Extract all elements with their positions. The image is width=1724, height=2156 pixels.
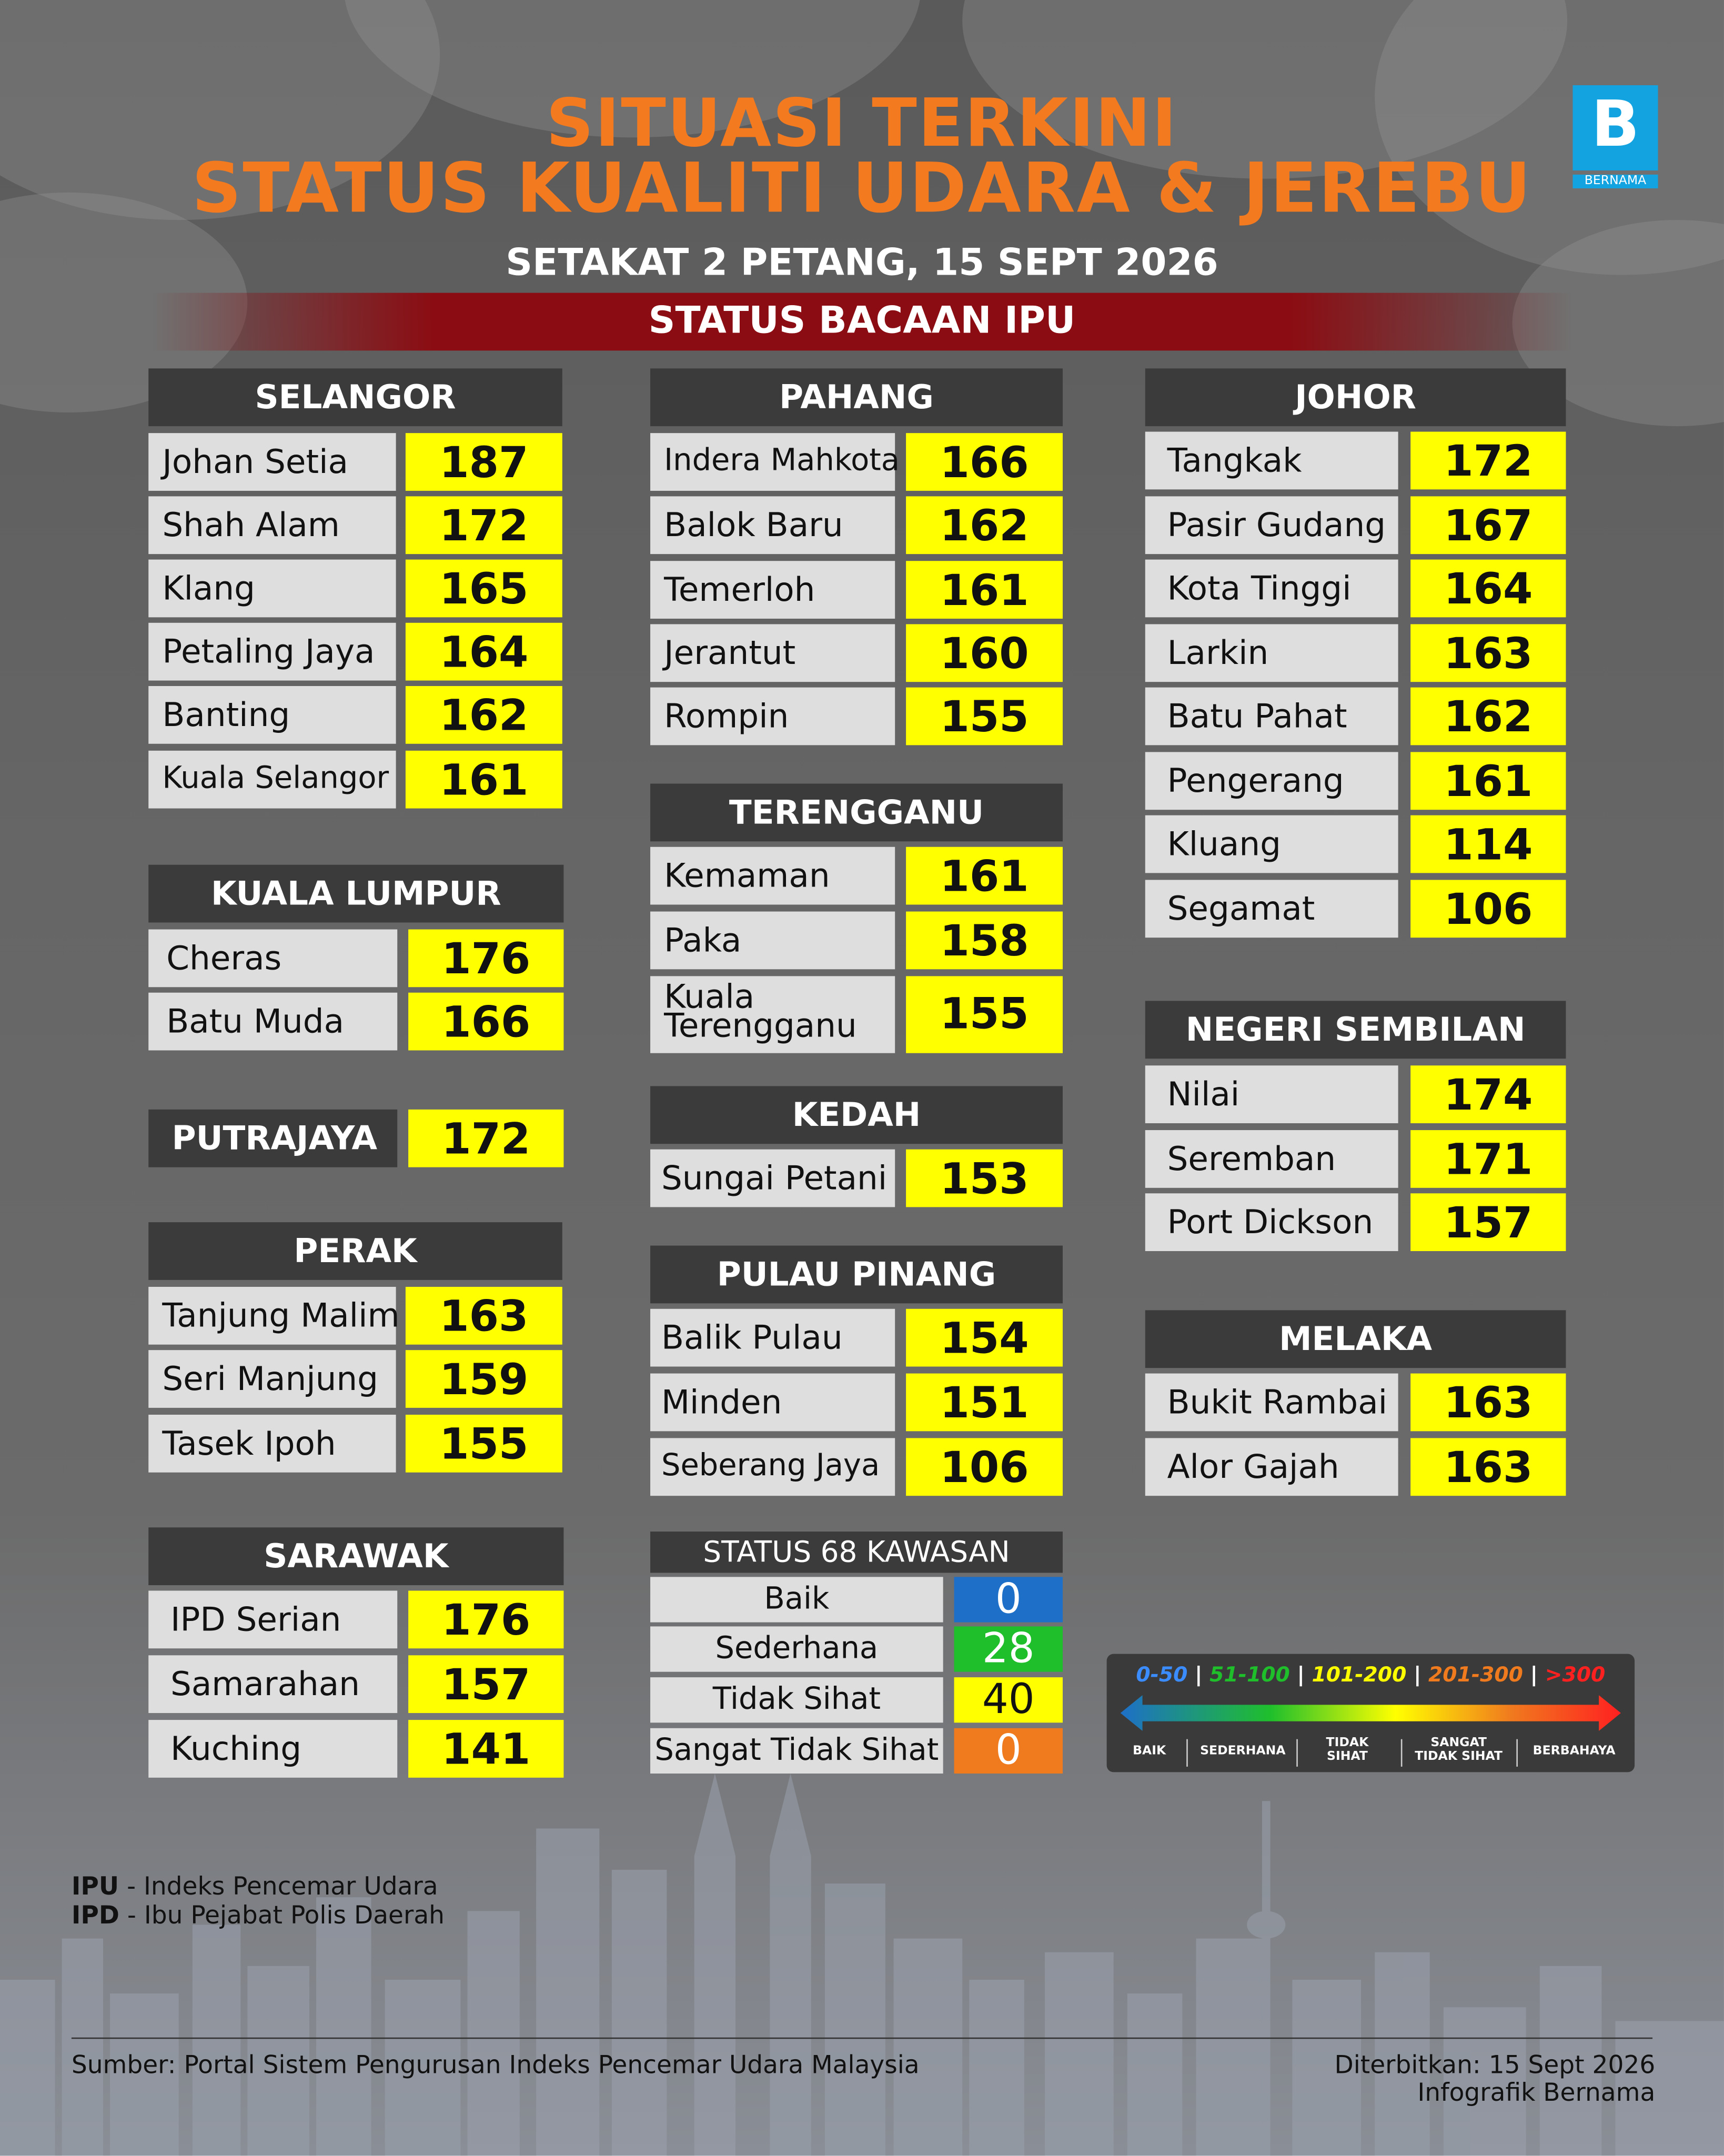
station-name: Kota Tinggi [1145,560,1398,618]
station-name: Pengerang [1145,752,1398,810]
legend-divider [1296,1739,1298,1767]
station-name: Sungai Petani [650,1150,895,1207]
state-header-kedah: KEDAH [650,1086,1063,1144]
station-name: Nilai [1145,1065,1398,1123]
station-name: Tasek Ipoh [148,1415,396,1473]
station-name [650,976,895,1053]
ipu-value: 155 [406,1415,562,1473]
ipu-value: 176 [408,930,563,988]
published-date: Diterbitkan: 15 Sept 2026 [1334,2051,1656,2080]
ipu-value: 165 [406,560,562,618]
legend-category [1299,1736,1395,1764]
ipu-value: 114 [1410,815,1566,873]
bernama-logo: B BERNAMA [1573,85,1658,170]
station-name: Kuching [148,1720,397,1778]
state-header-pahang: PAHANG [650,368,1063,426]
ipu-value: 172 [1410,432,1566,490]
ipu-value: 155 [906,976,1063,1053]
station-name: Klang [148,560,396,618]
station-name: Jerantut [650,624,895,682]
state-header-selangor: SELANGOR [148,368,562,426]
station-name: Tangkak [1145,432,1398,490]
ipu-value: 172 [406,496,562,554]
legend-category-label: SANGAT [1430,1736,1487,1750]
station-name: Seri Manjung [148,1350,396,1408]
title-line-2: STATUS KUALITI UDARA & JEREBU [191,148,1533,228]
legend-range: 101-200 [1312,1662,1407,1687]
ipu-value: 163 [1410,624,1566,682]
ipu-value: 151 [906,1374,1063,1432]
station-name: Larkin [1145,624,1398,682]
section-ribbon: STATUS BACAAN IPU [151,293,1572,351]
state-header-negeri-sembilan: NEGERI SEMBILAN [1145,1001,1566,1059]
station-name: Shah Alam [148,496,396,554]
ipu-value: 171 [1410,1130,1566,1188]
ipu-value: 106 [1410,880,1566,938]
station-name: Seberang Jaya [650,1438,895,1496]
abbreviation-meaning: - Indeks Pencemar Udara [127,1872,438,1902]
legend-category [1115,1745,1184,1758]
ipu-value: 166 [408,993,563,1051]
station-name-line: Kuala [664,977,755,1016]
legend-category-label: SIHAT [1327,1750,1368,1764]
legend-divider [1401,1739,1403,1767]
station-name: Batu Pahat [1145,688,1398,745]
station-name: Cheras [148,930,397,988]
status-label: Tidak Sihat [650,1677,943,1722]
ipu-value: 163 [406,1287,562,1345]
station-name: Balik Pulau [650,1309,895,1367]
ipu-value: 174 [1410,1065,1566,1123]
ipu-value: 164 [1410,560,1566,618]
ipu-value: 141 [408,1720,563,1778]
status-summary-header: STATUS 68 KAWASAN [650,1532,1063,1573]
legend-category [1404,1736,1514,1764]
station-name: Balok Baru [650,496,895,554]
ipu-value: 161 [406,751,562,809]
legend-categories [1107,1736,1635,1769]
legend-ranges: 0-50 | 51-100 | 101-200 | 201-300 | >300 [1136,1662,1606,1687]
station-name: Indera Mahkota [650,433,895,491]
station-name: Paka [650,912,895,970]
abbreviation-note [72,1901,445,1930]
station-name-line: Terengganu [664,1006,857,1045]
ipu-value: 161 [1410,752,1566,810]
legend-divider [1186,1739,1188,1767]
ipu-value: 161 [906,847,1063,905]
state-header-pulau-pinang: PULAU PINANG [650,1246,1063,1304]
station-name: Port Dickson [1145,1193,1398,1251]
state-header-putrajaya: PUTRAJAYA [148,1110,397,1167]
legend-category-label: TIDAK SIHAT [1415,1750,1503,1764]
station-name: Petaling Jaya [148,623,396,681]
status-count: 28 [954,1626,1063,1671]
ipu-value: 153 [906,1150,1063,1207]
station-name: Temerloh [650,561,895,619]
station-name: Tanjung Malim [148,1287,396,1345]
ipu-value: 163 [1410,1374,1566,1432]
ipu-value: 172 [408,1110,563,1167]
legend-category-label: BERBAHAYA [1533,1745,1616,1759]
ipu-value: 162 [906,496,1063,554]
status-label: Sangat Tidak Sihat [650,1728,943,1774]
legend-category-label: BAIK [1133,1745,1166,1759]
state-header-johor: JOHOR [1145,368,1566,426]
station-name: Samarahan [148,1655,397,1713]
status-label: Sederhana [650,1626,943,1671]
legend-category [1519,1745,1629,1758]
station-name: Seremban [1145,1130,1398,1188]
subtitle-date: SETAKAT 2 PETANG, 15 SEPT 2026 [506,241,1218,285]
station-name: Banting [148,686,396,744]
logo-text: BERNAMA [1573,175,1658,188]
abbreviation: IPU [71,1872,119,1902]
ipu-value: 106 [906,1438,1063,1496]
ipu-value: 161 [906,561,1063,619]
state-header-sarawak: SARAWAK [148,1527,563,1585]
legend-range: >300 [1545,1662,1606,1687]
station-name: Kluang [1145,815,1398,873]
legend-category [1189,1745,1296,1758]
title-line-1: SITUASI TERKINI [546,85,1178,163]
legend-range: 51-100 [1209,1662,1290,1687]
legend-divider [1516,1739,1518,1767]
ipu-value: 157 [408,1655,563,1713]
ipu-value: 162 [1410,688,1566,745]
state-header-perak: PERAK [148,1222,562,1280]
ipu-value: 160 [906,624,1063,682]
station-name: Kemaman [650,847,895,905]
status-count: 40 [954,1677,1063,1722]
ipu-value: 154 [906,1309,1063,1367]
station-name: Alor Gajah [1145,1438,1398,1496]
abbreviation-note [72,1872,438,1901]
legend-category-label: TIDAK [1326,1736,1369,1750]
station-name: Minden [650,1374,895,1432]
ipu-value: 167 [1410,496,1566,554]
ipu-value: 163 [1410,1438,1566,1496]
status-label: Baik [650,1577,943,1622]
legend-category-label: SEDERHANA [1200,1745,1286,1759]
source-text: Sumber: Portal Sistem Pengurusan Indeks Pencemar Udara Malaysia [71,2051,920,2080]
station-name: IPD Serian [148,1590,397,1648]
ipu-value: 159 [406,1350,562,1408]
station-name: Bukit Rambai [1145,1374,1398,1432]
abbreviation: IPD [71,1901,119,1930]
legend-range: 0-50 [1136,1662,1188,1687]
ipu-value: 155 [906,688,1063,745]
gradient-arrow-icon [1121,1695,1621,1731]
ipu-value: 162 [406,686,562,744]
footer-divider [72,2038,1652,2039]
ipu-legend [1107,1654,1635,1772]
state-header-terengganu: TERENGGANU [650,784,1063,842]
state-header-kuala-lumpur: KUALA LUMPUR [148,865,563,923]
status-count: 0 [954,1577,1063,1622]
ipu-value: 157 [1410,1193,1566,1251]
station-name: Rompin [650,688,895,745]
ipu-value: 166 [906,433,1063,491]
credit-text: Infografik Bernama [1417,2079,1656,2108]
ipu-value: 164 [406,623,562,681]
ipu-value: 176 [408,1590,563,1648]
ipu-value: 187 [406,433,562,491]
station-name: Batu Muda [148,993,397,1051]
station-name: Johan Setia [148,433,396,491]
status-count: 0 [954,1728,1063,1774]
legend-range: 201-300 [1428,1662,1523,1687]
station-name: Segamat [1145,880,1398,938]
station-name: Pasir Gudang [1145,496,1398,554]
abbreviation-meaning: - Ibu Pejabat Polis Daerah [127,1901,445,1930]
ipu-value: 158 [906,912,1063,970]
state-header-melaka: MELAKA [1145,1310,1566,1368]
station-name: Kuala Selangor [148,751,396,809]
